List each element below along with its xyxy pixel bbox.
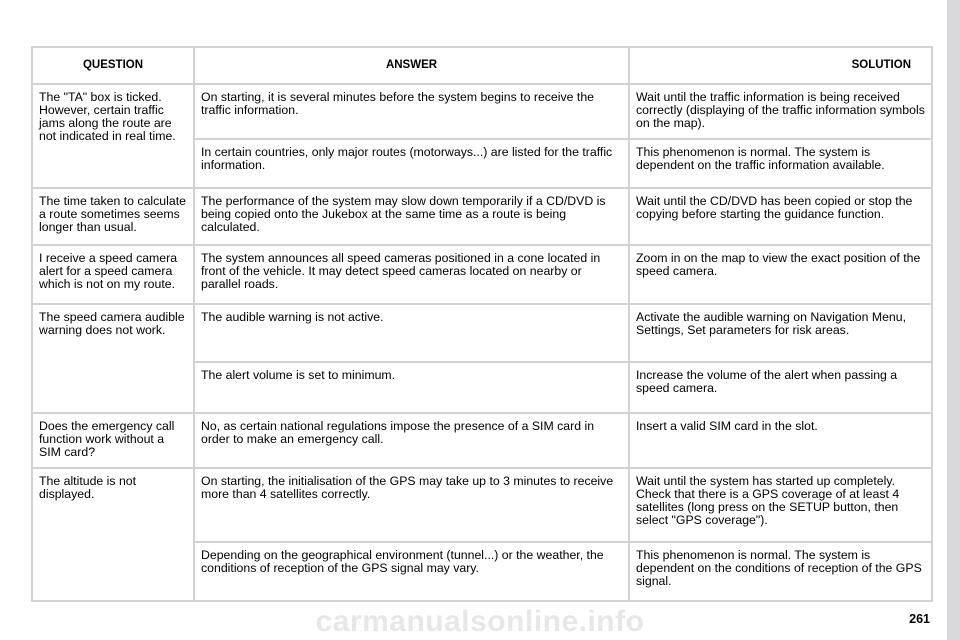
answer-cell: The alert volume is set to minimum. xyxy=(194,362,629,413)
question-cell: I receive a speed camera alert for a speed camera which is not on my route. xyxy=(32,245,194,304)
answer-cell: The audible warning is not active. xyxy=(194,304,629,362)
solution-cell: Wait until the traffic information is being received correctly (displaying of the traffic information symbols on the map). xyxy=(629,84,932,139)
answer-cell: The performance of the system may slow down temporarily if a CD/DVD is being copied onto the Jukebox at the same time as a route is being calculated. xyxy=(194,188,629,245)
watermark: carmanualsonline.info xyxy=(315,605,645,638)
solution-cell: Wait until the CD/DVD has been copied or stop the copying before starting the guidance function. xyxy=(629,188,932,245)
question-cell: The "TA" box is ticked. However, certain traffic jams along the route are not indicated in real time. xyxy=(32,84,194,188)
solution-cell: Insert a valid SIM card in the slot. xyxy=(629,413,932,468)
table-row xyxy=(32,413,932,468)
question-cell: The time taken to calculate a route sometimes seems longer than usual. xyxy=(32,188,194,245)
question-cell: Does the emergency call function work without a SIM card? xyxy=(32,413,194,468)
page-number: 261 xyxy=(909,612,930,626)
table-row xyxy=(32,468,932,542)
solution-cell: This phenomenon is normal. The system is dependent on the conditions of reception of the GPS signal. xyxy=(629,542,932,601)
solution-cell: Activate the audible warning on Navigation Menu, Settings, Set parameters for risk areas. xyxy=(629,304,932,362)
solution-cell: Wait until the system has started up completely. Check that there is a GPS coverage of at least 4 satellites (long press on the SETUP button, then select "GPS coverage"). xyxy=(629,468,932,542)
answer-cell: In certain countries, only major routes (motorways...) are listed for the traffic information. xyxy=(194,139,629,188)
question-cell: The altitude is not displayed. xyxy=(32,468,194,601)
column-header-question: QUESTION xyxy=(32,47,194,84)
table-row xyxy=(32,304,932,362)
answer-cell: On starting, the initialisation of the GPS may take up to 3 minutes to receive more than 4 satellites correctly. xyxy=(194,468,629,542)
table-row xyxy=(32,245,932,304)
page-edge-bar xyxy=(947,0,960,640)
answer-cell: Depending on the geographical environment (tunnel...) or the weather, the conditions of reception of the GPS signal may vary. xyxy=(194,542,629,601)
table-row xyxy=(32,188,932,245)
question-cell: The speed camera audible warning does not work. xyxy=(32,304,194,413)
column-header-solution: SOLUTION xyxy=(629,47,932,84)
solution-cell: Zoom in on the map to view the exact position of the speed camera. xyxy=(629,245,932,304)
column-header-answer: ANSWER xyxy=(194,47,629,84)
answer-cell: The system announces all speed cameras positioned in a cone located in front of the vehicle. It may detect speed cameras located on nearby or parallel roads. xyxy=(194,245,629,304)
answer-cell: No, as certain national regulations impose the presence of a SIM card in order to make an emergency call. xyxy=(194,413,629,468)
table-header-row xyxy=(32,47,932,84)
solution-cell: This phenomenon is normal. The system is dependent on the traffic information available. xyxy=(629,139,932,188)
table-row xyxy=(32,84,932,139)
solution-cell: Increase the volume of the alert when passing a speed camera. xyxy=(629,362,932,413)
answer-cell: On starting, it is several minutes before the system begins to receive the traffic information. xyxy=(194,84,629,139)
faq-table xyxy=(31,46,933,602)
